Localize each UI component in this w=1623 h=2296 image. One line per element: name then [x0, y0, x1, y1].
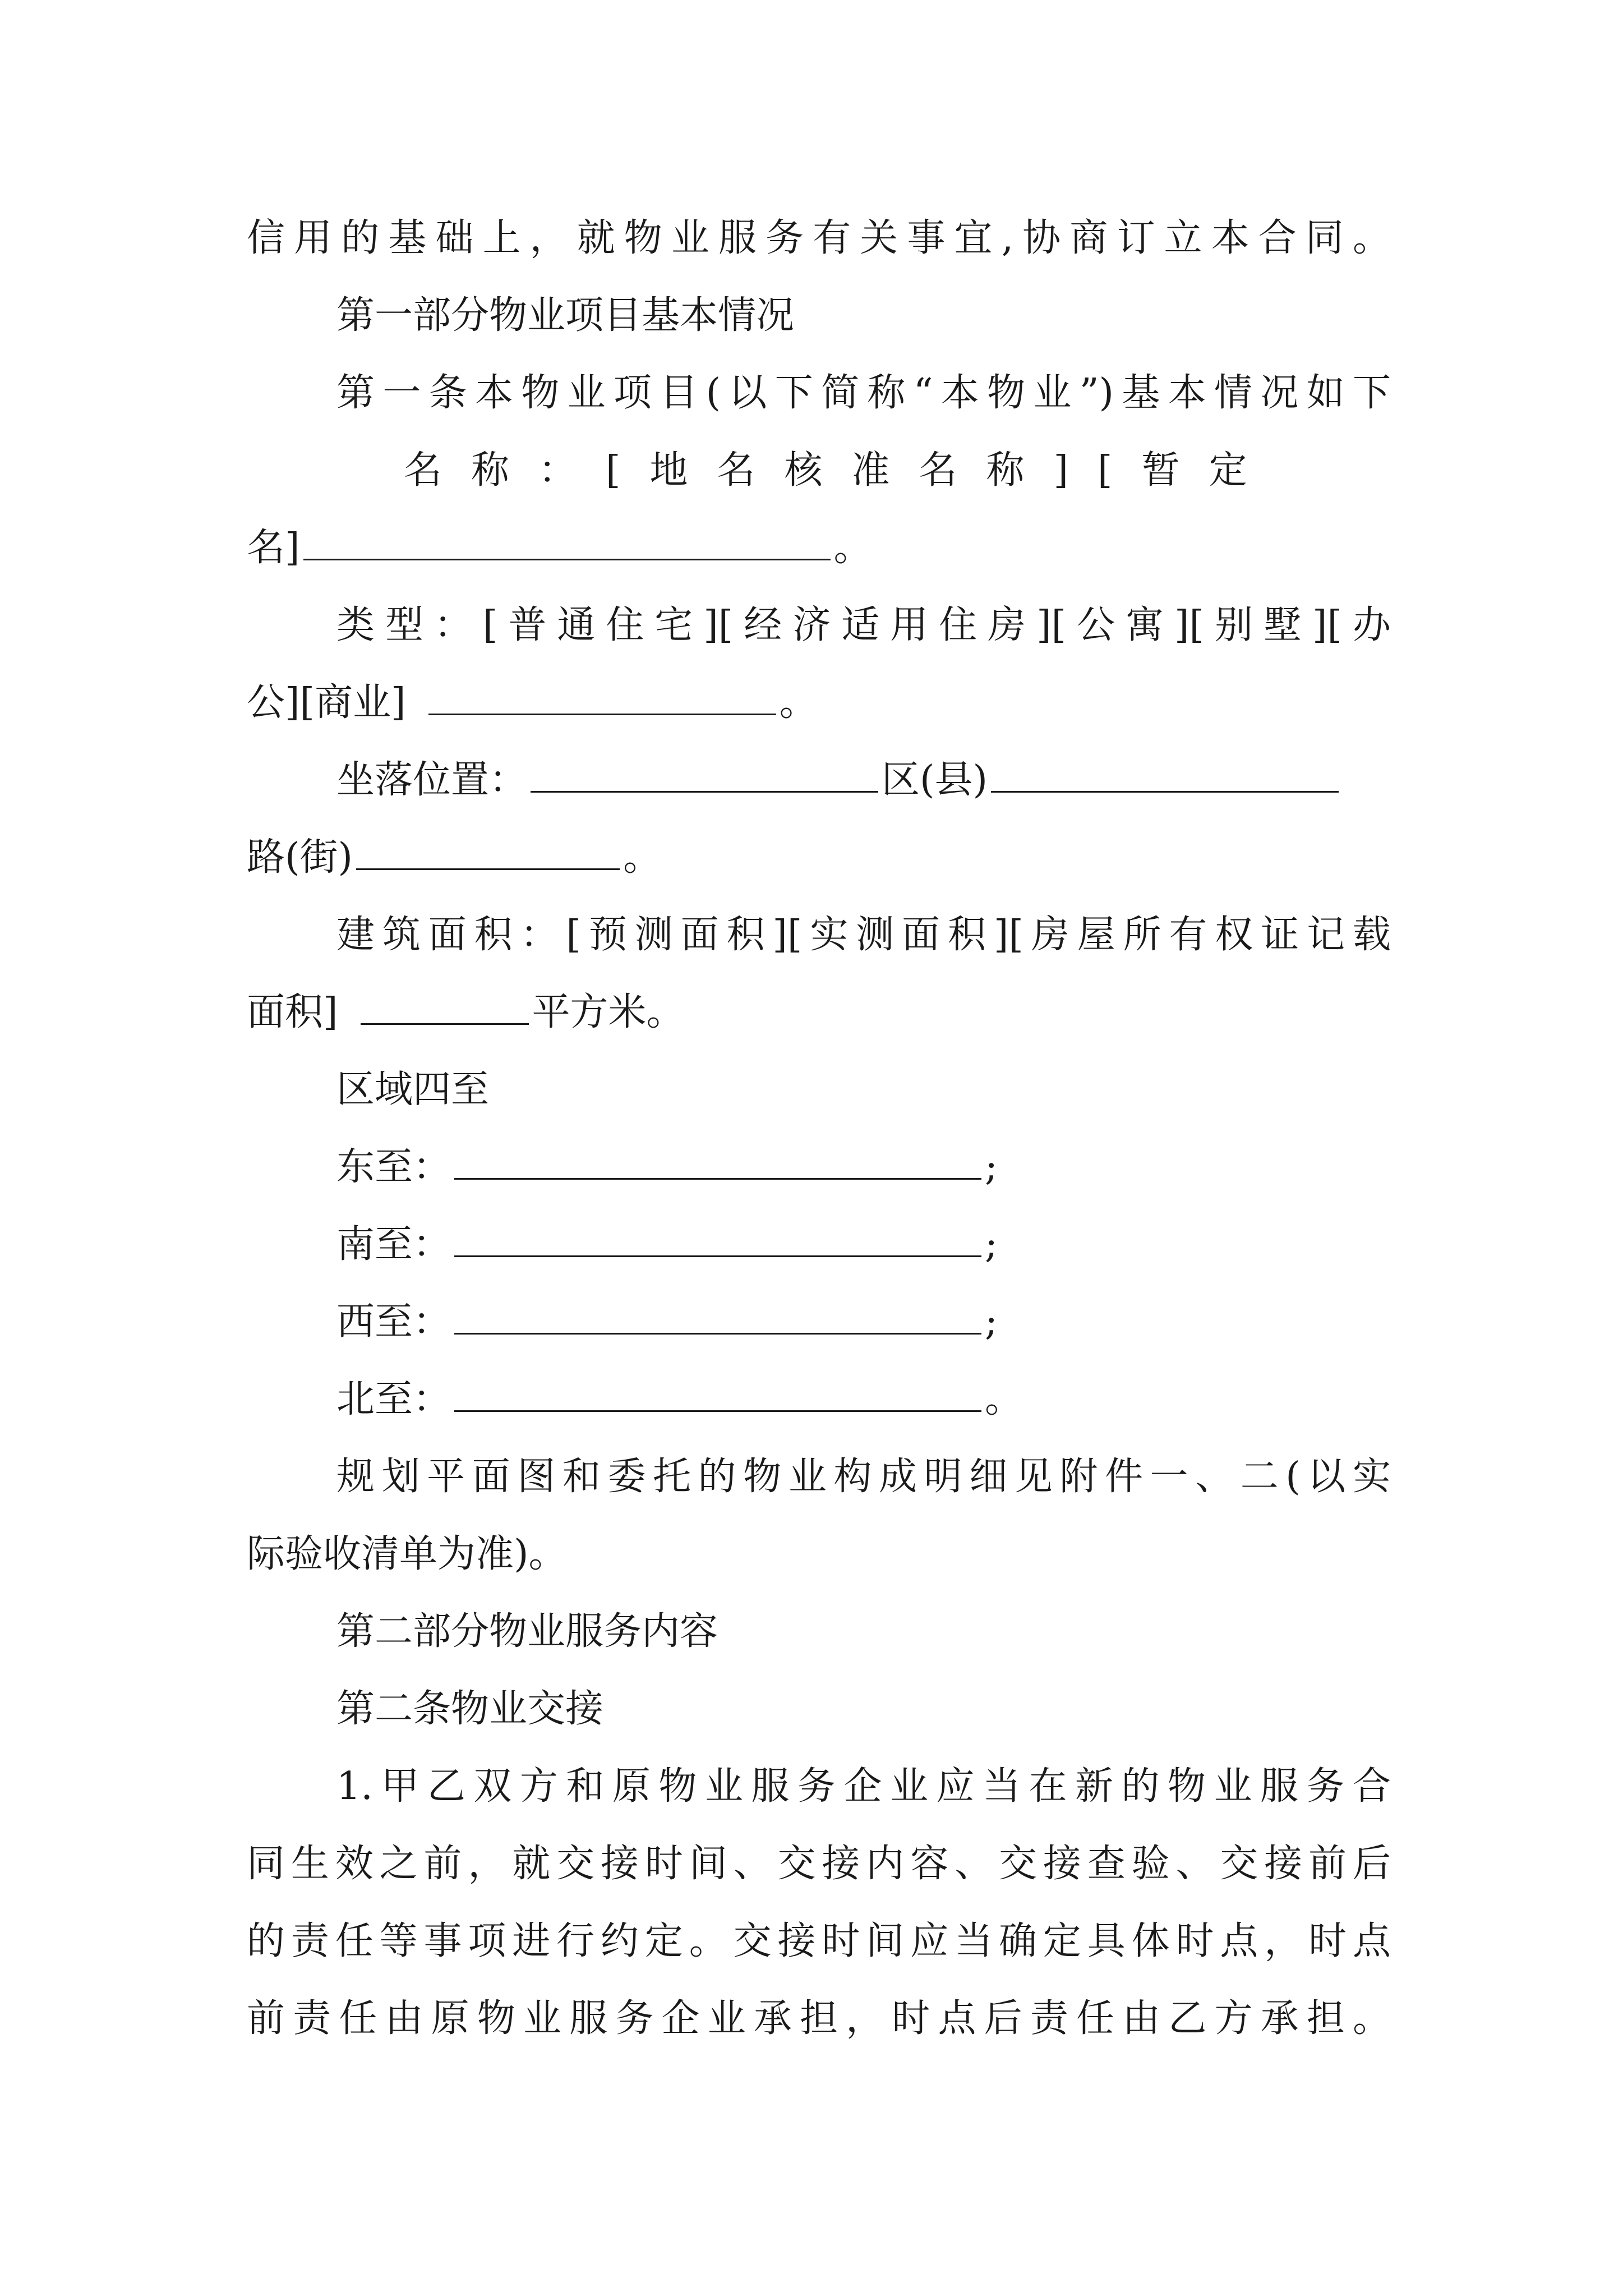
paragraph-line: 的责任等事项进行约定。交接时间应当确定具体时点，时点	[247, 1919, 1391, 1963]
paragraph-line: 前责任由原物业服务企业承担，时点后责任由乙方承担。	[247, 1996, 1391, 2041]
west-end: ;	[985, 1300, 998, 1344]
south-boundary-line	[336, 1214, 1391, 1276]
name-field-end: 。	[833, 526, 872, 570]
location-end: 。	[623, 835, 662, 880]
east-end: ;	[985, 1145, 998, 1189]
paragraph-line: 1.甲乙双方和原物业服务企业应当在新的物业服务合	[336, 1764, 1391, 1809]
area-label-end: 面积]	[247, 990, 338, 1034]
article-heading: 第二条物业交接	[336, 1687, 604, 1731]
paragraph-line: 信用的基础上，就物业服务有关事宜,协商订立本合同。	[247, 216, 1391, 260]
type-field-line-2	[247, 672, 1391, 734]
paragraph-line: 际验收清单为准)。	[247, 1532, 567, 1576]
east-blank[interactable]	[454, 1139, 981, 1180]
article-heading: 第一条本物业项目(以下简称“本物业”)基本情况如下	[336, 371, 1391, 415]
name-field-label-end: 名]	[247, 526, 300, 570]
name-blank[interactable]	[303, 519, 831, 560]
paragraph-line: 同生效之前，就交接时间、交接内容、交接查验、交接前后	[247, 1842, 1391, 1886]
area-unit: 平方米。	[532, 990, 685, 1034]
area-field-line-2	[247, 982, 1391, 1043]
area-blank[interactable]	[361, 984, 529, 1025]
west-label: 西至：	[336, 1300, 451, 1344]
district-blank[interactable]	[531, 752, 878, 793]
location-field-line-2	[247, 827, 1391, 889]
paragraph-line: 规划平面图和委托的物业构成明细见附件一、二(以实	[336, 1455, 1391, 1499]
north-blank[interactable]	[454, 1371, 981, 1412]
location-field-line	[336, 749, 1391, 811]
location-label: 坐落位置：	[336, 758, 528, 802]
north-label: 北至：	[336, 1377, 451, 1421]
name-field-label: 名称：[地名核准名称][暂定	[404, 448, 1276, 493]
section-heading: 第一部分物业项目基本情况	[336, 293, 795, 338]
west-boundary-line	[336, 1291, 1391, 1353]
type-field-options: 公][商业]	[247, 680, 406, 725]
east-boundary-line	[336, 1137, 1391, 1198]
north-boundary-line	[336, 1369, 1391, 1430]
south-end: ;	[985, 1222, 998, 1267]
west-blank[interactable]	[454, 1294, 981, 1335]
boundary-heading: 区域四至	[336, 1068, 490, 1112]
south-blank[interactable]	[454, 1216, 981, 1257]
road-label: 路(街)	[247, 835, 353, 880]
road-blank[interactable]	[991, 752, 1339, 793]
type-field-line: 类型：[普通住宅][经济适用住房][公寓][别墅][办	[336, 603, 1391, 647]
area-field-line: 建筑面积：[预测面积][实测面积][房屋所有权证记载	[336, 913, 1391, 957]
name-field-line	[247, 517, 1391, 579]
section-heading: 第二部分物业服务内容	[336, 1609, 718, 1654]
district-label: 区(县)	[882, 758, 988, 802]
type-blank[interactable]	[428, 674, 776, 715]
south-label: 南至：	[336, 1222, 451, 1267]
type-field-end: 。	[779, 680, 818, 725]
east-label: 东至：	[336, 1145, 451, 1189]
north-end: 。	[985, 1377, 1023, 1421]
street-blank[interactable]	[356, 829, 620, 870]
